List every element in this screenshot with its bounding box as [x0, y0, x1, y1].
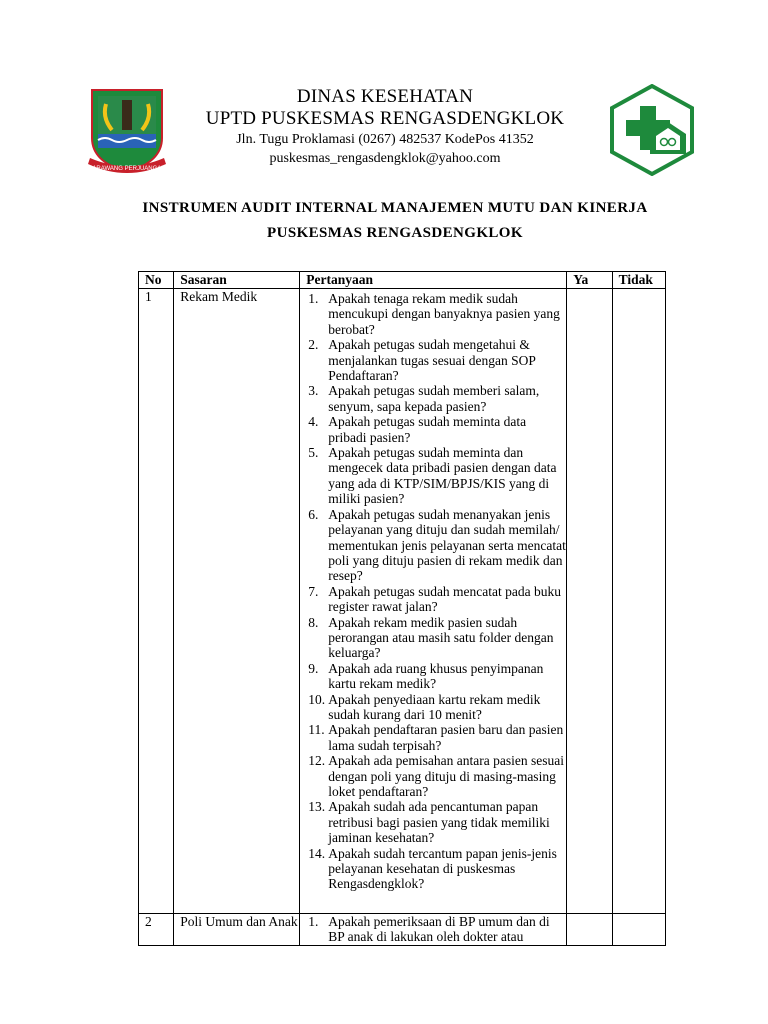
header-pertanyaan: Pertanyaan — [300, 272, 567, 289]
question-text: Apakah ada ruang khusus penyimpanan kartu rekam medik? — [328, 660, 544, 692]
question-item — [306, 914, 566, 945]
question-number: 1. — [308, 914, 319, 929]
question-item — [306, 799, 566, 845]
question-item — [306, 753, 566, 799]
question-item — [306, 507, 566, 584]
answer-tidak-cell[interactable] — [612, 914, 665, 946]
regency-emblem-logo — [84, 86, 170, 178]
address-line: Jln. Tugu Proklamasi (0267) 482537 KodePos 41352 — [236, 132, 534, 147]
question-item — [306, 445, 566, 507]
question-item — [306, 414, 566, 445]
row-questions — [300, 289, 567, 914]
question-text: Apakah pendaftaran pasien baru dan pasien lama sudah terpisah? — [328, 722, 564, 753]
question-number: 14. — [308, 845, 326, 861]
answer-ya-cell[interactable] — [567, 289, 612, 914]
question-number: 1. — [308, 291, 319, 306]
question-number: 13. — [308, 799, 326, 815]
question-number: 8. — [308, 614, 319, 630]
question-item — [306, 615, 566, 661]
question-number: 11. — [308, 722, 325, 738]
question-text: Apakah rekam medik pasien sudah perorangan atau masih satu folder dengan keluarga? — [328, 614, 554, 661]
answer-ya-cell[interactable] — [567, 914, 612, 946]
document-subtitle: PUSKESMAS RENGASDENGKLOK — [267, 225, 523, 241]
puskesmas-logo — [610, 84, 694, 176]
email-line: puskesmas_rengasdengklok@yahoo.com — [269, 151, 501, 166]
table-header-row — [139, 272, 666, 289]
question-text: Apakah sudah tercantum papan jenis-jenis pelayanan kesehatan di puskesmas Rengasdengklok? — [328, 845, 557, 892]
question-number: 4. — [308, 414, 319, 430]
row-questions — [300, 914, 567, 946]
answer-tidak-cell[interactable] — [612, 289, 665, 914]
question-item — [306, 846, 566, 892]
question-text: Apakah penyediaan kartu rekam medik sudah kurang dari 10 menit? — [328, 691, 541, 722]
question-text: Apakah petugas sudah menanyakan jenis pelayanan yang dituju dan sudah memilah/ mementukan jenis pelayanan serta mencatat poli yang dituju pasien di rekam medik dan resep? — [328, 506, 566, 584]
header-tidak: Tidak — [612, 272, 665, 289]
question-list — [306, 291, 566, 892]
question-item — [306, 337, 566, 383]
question-text: Apakah ada pemisahan antara pasien sesuai dengan poli yang dituju di masing-masing loket pendaftaran? — [328, 753, 564, 799]
question-list — [306, 914, 566, 945]
question-item — [306, 383, 566, 414]
question-item — [306, 722, 566, 753]
question-item — [306, 692, 566, 723]
row-sasaran: Rekam Medik — [174, 289, 300, 914]
question-item — [306, 584, 566, 615]
question-item — [306, 291, 566, 337]
row-number: 2 — [139, 914, 174, 946]
header-no: No — [139, 272, 174, 289]
header-sasaran: Sasaran — [174, 272, 300, 289]
question-number: 12. — [308, 753, 326, 769]
question-text: Apakah petugas sudah meminta dan mengecek data pribadi pasien dengan data yang ada di KTP/SIM/BPJS/KIS yang di miliki pasien? — [328, 445, 557, 507]
table-row — [139, 289, 666, 914]
question-text: Apakah tenaga rekam medik sudah mencukupi dengan banyaknya pasien yang berobat? — [328, 291, 560, 337]
question-text: Apakah petugas sudah memberi salam, senyum, sapa kepada pasien? — [328, 383, 540, 414]
audit-table — [138, 271, 666, 946]
question-text: Apakah pemeriksaan di BP umum dan di BP anak di lakukan oleh dokter atau — [328, 914, 550, 945]
question-text: Apakah sudah ada pencantuman papan retribusi bagi pasien yang tidak memiliki jaminan kesehatan? — [328, 799, 550, 846]
letterhead — [190, 86, 580, 168]
question-number: 10. — [308, 691, 326, 707]
question-text: Apakah petugas sudah meminta data pribadi pasien? — [328, 414, 527, 445]
question-item — [306, 661, 566, 692]
question-number: 6. — [308, 506, 319, 522]
agency-name: DINAS KESEHATAN — [296, 86, 474, 107]
question-text: Apakah petugas sudah mencatat pada buku register rawat jalan? — [328, 583, 562, 615]
question-number: 3. — [308, 383, 319, 399]
question-text: Apakah petugas sudah mengetahui & menjalankan tugas sesuai dengan SOP Pendaftaran? — [328, 337, 536, 384]
puskesmas-name: UPTD PUSKESMAS RENGASDENGKLOK — [205, 108, 565, 129]
header-ya: Ya — [567, 272, 612, 289]
question-number: 2. — [308, 337, 319, 353]
question-number: 9. — [308, 660, 319, 676]
document-title: INSTRUMEN AUDIT INTERNAL MANAJEMEN MUTU DAN KINERJA — [142, 200, 648, 216]
row-number: 1 — [139, 289, 174, 914]
table-row — [139, 914, 666, 946]
emblem-banner-text: KARAWANG PERJUANGAN — [88, 166, 166, 172]
row-sasaran: Poli Umum dan Anak — [174, 914, 300, 946]
question-number: 7. — [308, 583, 319, 599]
question-number: 5. — [308, 445, 319, 461]
